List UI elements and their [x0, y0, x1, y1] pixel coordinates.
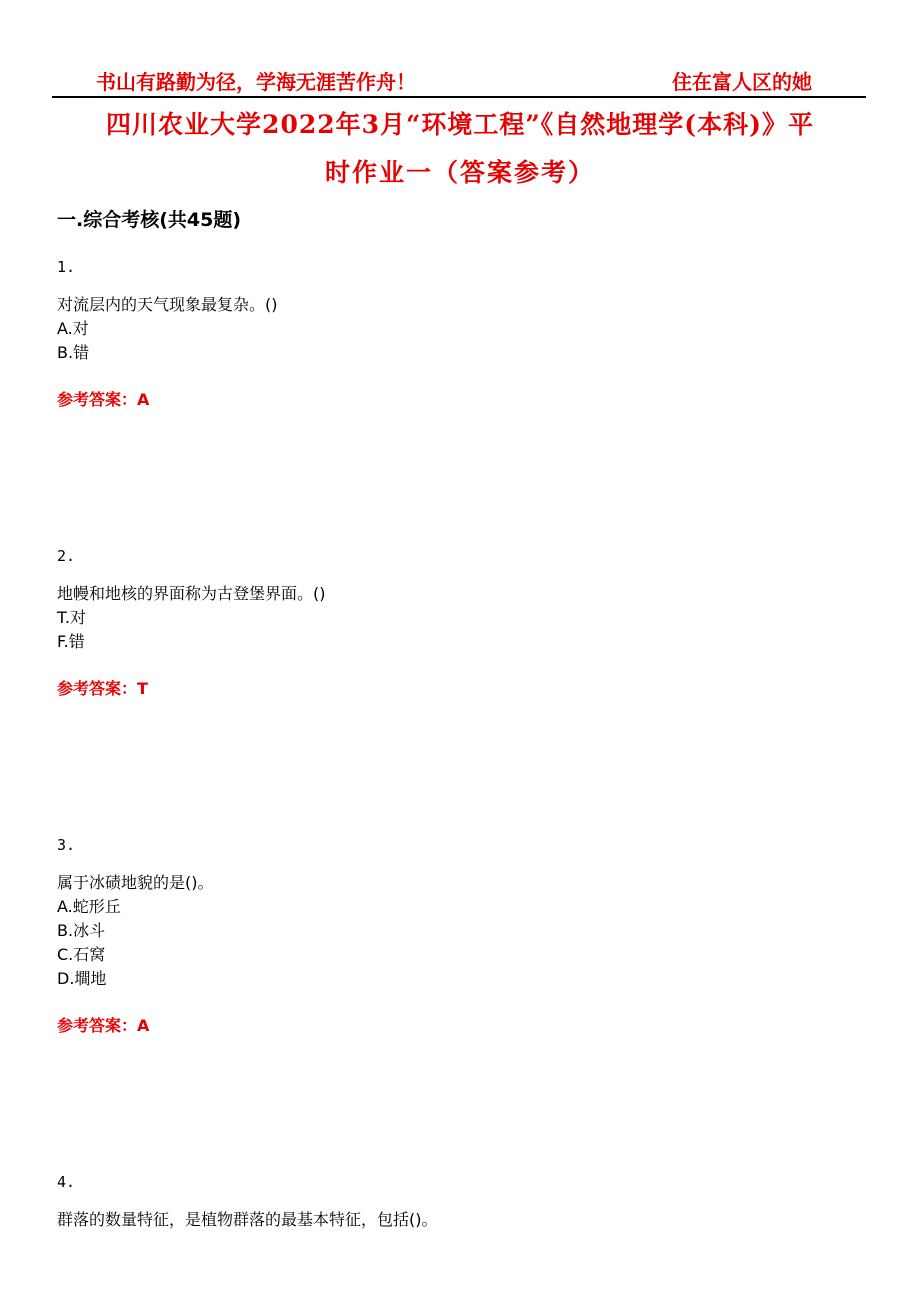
question-4: [57, 1172, 857, 1232]
question-2: [57, 546, 857, 701]
question-stem: 地幔和地核的界面称为古登堡界面。(): [57, 584, 326, 603]
document-title-line2: 时作业一（答案参考）: [324, 158, 595, 187]
header-motto: 书山有路勤为径，学海无涯苦作舟！: [96, 70, 416, 94]
question-stem: 对流层内的天气现象最复杂。(): [57, 295, 278, 314]
question-stem: 属于冰碛地貌的是()。: [57, 873, 214, 892]
option-d: D.墹地: [57, 969, 107, 988]
option-b: B.错: [57, 343, 90, 362]
reference-answer: 参考答案：A: [57, 390, 150, 409]
option-b: B.冰斗: [57, 921, 106, 940]
question-number: 4.: [57, 1173, 76, 1191]
section-heading: 一.综合考核(共45题): [57, 209, 242, 231]
option-t: T.对: [57, 608, 86, 627]
reference-answer: 参考答案：T: [57, 679, 148, 698]
option-c: C.石窝: [57, 945, 106, 964]
header-divider: [52, 96, 866, 98]
document-title-line1: 四川农业大学2022年3月“环境工程”《自然地理学(本科)》平: [106, 110, 814, 139]
question-3: [57, 835, 857, 1038]
question-number: 1.: [57, 258, 76, 276]
question-number: 2.: [57, 547, 76, 565]
question-stem: 群落的数量特征，是植物群落的最基本特征，包括()。: [57, 1210, 438, 1229]
question-number: 3.: [57, 836, 76, 854]
reference-answer: 参考答案：A: [57, 1016, 150, 1035]
header-author: 住在富人区的她: [672, 70, 812, 94]
option-a: A.对: [57, 319, 89, 338]
option-a: A.蛇形丘: [57, 897, 121, 916]
question-1: [57, 257, 857, 412]
option-f: F.错: [57, 632, 85, 651]
